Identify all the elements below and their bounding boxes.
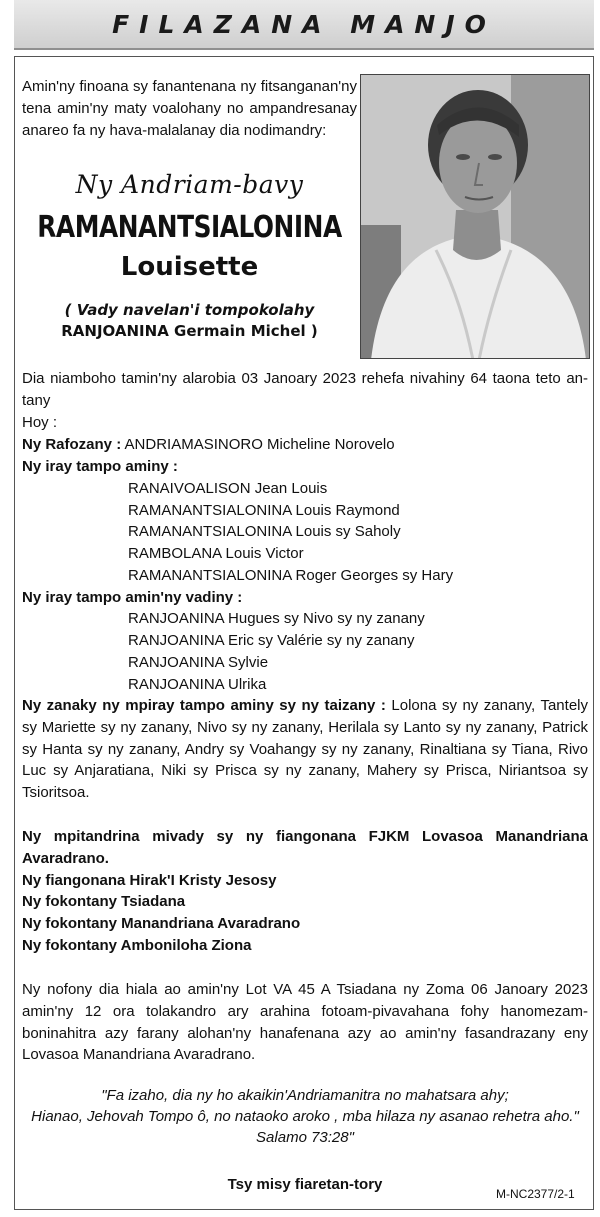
organization-line: Ny fokontany Amboniloha Ziona xyxy=(22,937,252,954)
portrait-photo xyxy=(360,74,590,359)
organization-line: Ny fokontany Tsiadana xyxy=(22,893,186,910)
spouse-line-2: RANJOANINA Germain Michel ) xyxy=(61,322,318,340)
sibling-name: RAMANANTSIALONINA Roger Georges sy Hary xyxy=(128,567,454,584)
quote-line-3: Salamo 73:28" xyxy=(256,1129,354,1146)
spouse-siblings-label xyxy=(22,587,588,609)
spouse-sibling-name: RANJOANINA Sylvie xyxy=(128,654,269,671)
nephews-paragraph xyxy=(22,695,588,804)
rafozany-line xyxy=(22,434,588,456)
spouse-line-1: ( Vady navelan'i tompokolahy xyxy=(64,301,315,319)
closing-text: Tsy misy fiaretan-tory xyxy=(227,1176,383,1193)
sibling-name: RAMANANTSIALONINA Louis sy Saholy xyxy=(128,523,401,540)
quote-line-1: "Fa izaho, dia ny ho akaikin'Andriamanitra no mahatsara ahy; xyxy=(101,1087,509,1104)
nephews-text: Lolona sy ny zanany, Tantely sy Mariette sy ny zanany, Nivo sy ny zanany, Herilala sy Lanto sy ny zanany, Patrick sy Hanta sy ny zanany, Andry sy Voahangy sy ny zanany, Rinaltiana sy Tiana, Rivo Luc sy Anjaratiana, Niki sy Prisca sy ny zanany, Mahery sy Prisca, Niriantsoa sy Tsioritsoa. xyxy=(22,697,588,802)
sibling-name: RANAIVOALISON Jean Louis xyxy=(128,480,328,497)
deceased-given-name: Louisette xyxy=(120,252,259,282)
spouse-sibling-name: RANJOANINA Hugues sy Nivo sy ny zanany xyxy=(128,610,425,627)
funeral-paragraph: Ny nofony dia hiala ao amin'ny Lot VA 45 A Tsiadana ny Zoma 06 Janoary 2023 amin'ny 12 ora tolakandro ary arahina fotoam-pivavahana fohy hanomezam-boninahitra azy farany alohan'ny hanafenana azy ao amin'ny fasandrazany eny Lovasoa Manandriana Avaradrano. xyxy=(22,981,588,1064)
header-banner xyxy=(14,0,594,50)
organization-line: Ny fiangonana Hirak'I Kristy Jesosy xyxy=(22,872,277,889)
siblings-label-text: Ny iray tampo aminy : xyxy=(22,458,178,475)
deceased-surname: RAMANANTSIALONINA xyxy=(37,210,342,245)
spouse-sibling-name: RANJOANINA Ulrika xyxy=(128,676,267,693)
nephews-label: Ny zanaky ny mpiray tampo aminy sy ny taizany : xyxy=(22,697,386,714)
spouse-sibling-name: RANJOANINA Eric sy Valérie sy ny zanany xyxy=(128,632,415,649)
reference-code: M-NC2377/2-1 xyxy=(496,1187,575,1201)
sibling-name: RAMANANTSIALONINA Louis Raymond xyxy=(128,502,400,519)
quote-line-2: Hianao, Jehovah Tompo ô, no nataoko aroko , mba hilaza ny asanao rehetra aho." xyxy=(31,1108,579,1125)
siblings-label xyxy=(22,456,588,478)
header-title: FILAZANA MANJO xyxy=(112,9,496,39)
honorific: Ny Andriam-bavy xyxy=(75,170,304,199)
sibling-name: RAMBOLANA Louis Victor xyxy=(128,545,304,562)
organization-line: Ny fokontany Manandriana Avaradrano xyxy=(22,915,301,932)
organization-line: Ny mpitandrina mivady sy ny fiangonana FJKM Lovasoa Manandriana Avaradrano. xyxy=(22,828,588,867)
intro-text: Amin'ny finoana sy fanantenana ny fitsanganan'ny tena amin'ny maty voalohany no ampandresanay anareo fa ny hava-malalanay dia nodimandry: xyxy=(22,78,357,139)
rafozany-value: ANDRIAMASINORO Micheline Norovelo xyxy=(124,436,395,453)
death-notice: Dia niamboho tamin'ny alarobia 03 Janoary 2023 rehefa nivahiny 64 taona teto an-tany xyxy=(22,370,588,409)
hoy-label: Hoy : xyxy=(22,414,58,431)
spouse-siblings-label-text: Ny iray tampo amin'ny vadiny : xyxy=(22,589,243,606)
portrait-photo-icon xyxy=(361,75,590,359)
rafozany-label: Ny Rafozany : xyxy=(22,436,122,453)
